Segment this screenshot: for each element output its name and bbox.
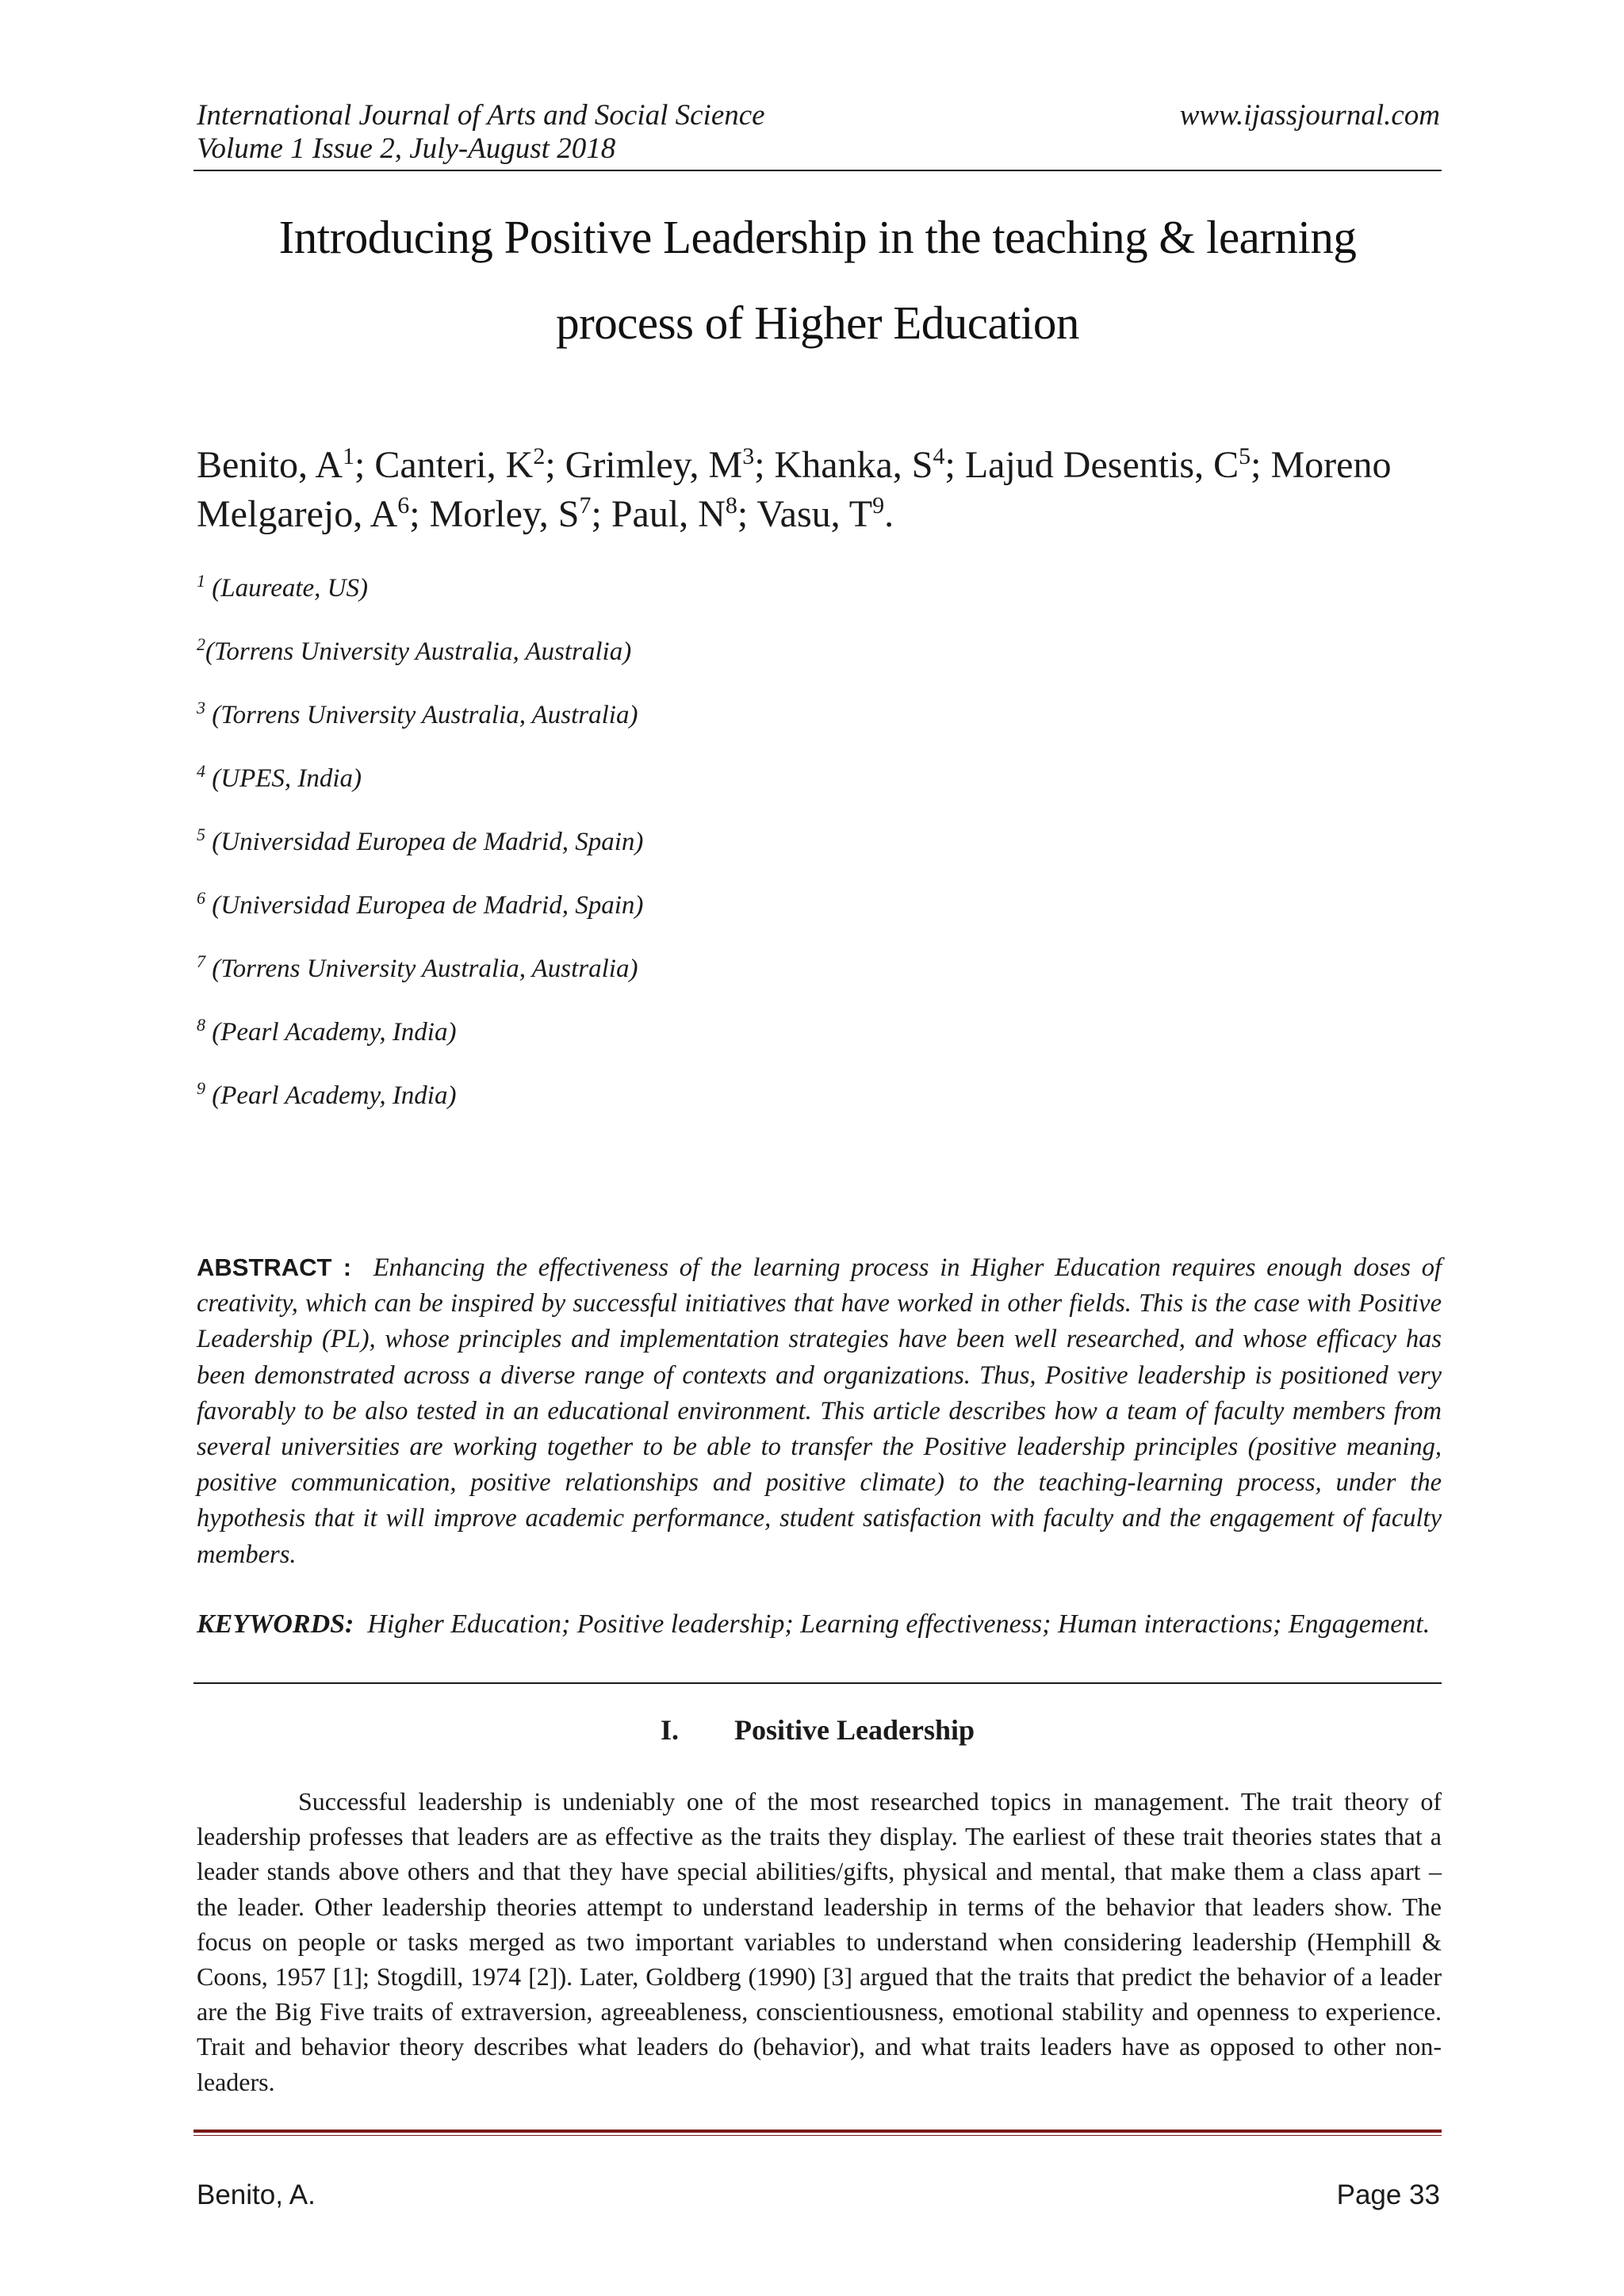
paper-title-line-1: Introducing Positive Leadership in the teaching & learning [278,211,1357,263]
keywords-text: Higher Education; Positive leadership; Learning effectiveness; Human interactions; Engagement. [367,1609,1431,1639]
author-separator: ; [944,444,965,486]
affiliation-number: 3 [197,698,205,718]
author-separator: ; [754,444,775,486]
affiliation-number: 6 [197,888,205,908]
author [565,444,775,486]
author-affiliation-number: 3 [742,443,755,469]
abstract [197,1249,1442,1573]
section-title: Positive Leadership [734,1714,975,1746]
author-name: Khanka, S [774,444,933,486]
author-affiliation-number: 8 [725,492,737,519]
affiliation-text: (Torrens University Australia, Australia) [205,955,638,983]
section-heading [193,1712,1442,1747]
author-name: Vasu, T [756,493,873,535]
author [197,444,374,486]
affiliation [197,699,638,731]
author-name: Benito, A [197,444,343,486]
affiliation-text: (Pearl Academy, India) [205,1018,457,1047]
author-name: Grimley, M [565,444,743,486]
author [374,444,565,486]
footer-author: Benito, A. [197,2179,316,2210]
author-separator: . [884,493,894,535]
paper-title-line-2: process of Higher Education [556,297,1079,349]
author-separator: ; [591,493,611,535]
author [430,493,611,535]
page-number: Page 33 [1336,2179,1440,2210]
affiliation-number: 4 [197,761,205,781]
author [775,444,965,486]
author-affiliation-number: 1 [343,443,355,469]
affiliation-text: (UPES, India) [205,764,362,793]
author-name: Lajud Desentis, C [964,444,1239,486]
author-name: Canteri, K [374,444,534,486]
footer-rule-thick [193,2130,1442,2133]
author-separator: ; [737,493,757,535]
affiliation [197,572,368,604]
affiliation-text: (Torrens University Australia, Australia) [205,637,632,666]
affiliation [197,953,638,985]
section-number: I. [660,1714,679,1746]
journal-name: International Journal of Arts and Social Science [197,99,765,132]
affiliation-text: (Universidad Europea de Madrid, Spain) [205,828,644,856]
affiliation-number: 8 [197,1015,205,1035]
author-affiliation-number: 6 [397,492,410,519]
author-name: Morley, S [429,493,580,535]
author-affiliation-number: 2 [533,443,546,469]
author-name: Paul, N [611,493,726,535]
author [965,444,1271,486]
author-separator: ; [354,444,375,486]
author [756,493,894,535]
journal-volume: Volume 1 Issue 2, July-August 2018 [197,132,616,165]
affiliation [197,1080,456,1112]
affiliation [197,763,362,794]
author-affiliation-number: 7 [579,492,592,519]
author [611,493,756,535]
keywords-label: KEYWORDS: [197,1609,354,1639]
journal-url[interactable]: www.ijassjournal.com [1179,99,1440,132]
affiliation-number: 1 [197,571,205,591]
affiliation [197,890,643,921]
affiliation [197,636,631,668]
keywords-rule [193,1682,1442,1684]
author-name: Moreno Melgarejo, A [197,444,1392,535]
affiliation-text: (Torrens University Australia, Australia) [205,701,638,729]
affiliation [197,826,643,858]
affiliation-number: 5 [197,825,205,844]
affiliation [197,1016,456,1048]
footer-rule-thin [193,2135,1442,2136]
author-affiliation-number: 5 [1239,443,1251,469]
author-separator: ; [545,444,565,486]
header-rule [193,170,1442,171]
keywords [197,1608,1442,1641]
author-list [197,441,1442,539]
author-separator: ; [1251,444,1271,486]
author-affiliation-number: 9 [872,492,885,519]
body-paragraph: Successful leadership is undeniably one of the most researched topics in management. The trait theory of leadership professes that leaders are as effective as the traits they display. The earliest of these trait theories states that a leader stands above others and that they have special abilities/gifts, physical and mental, that make them a class apart – the leader. Other leadership theories attempt to understand leadership in terms of the behavior that leaders show. The focus on people or tasks merged as two important variables to understand when considering leadership (Hemphill & Coons, 1957 [1]; Stogdill, 1974 [2]). Later, Goldberg (1990) [3] argued that the traits that predict the behavior of a leader are the Big Five traits of extraversion, agreeableness, conscientiousness, emotional stability and openness to experience. Trait and behavior theory describes what leaders do (behavior), and what traits leaders have as opposed to other non-leaders. [197,1787,1442,2096]
author-affiliation-number: 4 [933,443,945,469]
affiliation-text: (Universidad Europea de Madrid, Spain) [205,891,644,920]
affiliation-number: 9 [197,1078,205,1098]
abstract-text: Enhancing the effectiveness of the learning process in Higher Education requires enough doses of creativity, which can be inspired by successful initiatives that have worked in other fields. This is the case with Positive Leadership (PL), whose principles and implementation strategies have been well researched, and whose efficacy has been demonstrated across a diverse range of contexts and organizations. Thus, Positive leadership is positioned very favorably to be also tested in an educational environment. This article describes how a team of faculty members from several universities are working together to be able to transfer the Positive leadership principles (positive meaning, positive communication, positive relationships and positive climate) to the teaching-learning process, under the hypothesis that it will improve academic performance, student satisfaction with faculty and the engagement of faculty members. [197,1253,1442,1569]
affiliation-text: (Laureate, US) [205,574,368,603]
affiliation-number: 7 [197,951,205,971]
affiliation-number: 2 [197,634,205,654]
affiliation-text: (Pearl Academy, India) [205,1081,457,1110]
author-separator: ; [409,493,430,535]
abstract-label: ABSTRACT : [197,1253,352,1281]
